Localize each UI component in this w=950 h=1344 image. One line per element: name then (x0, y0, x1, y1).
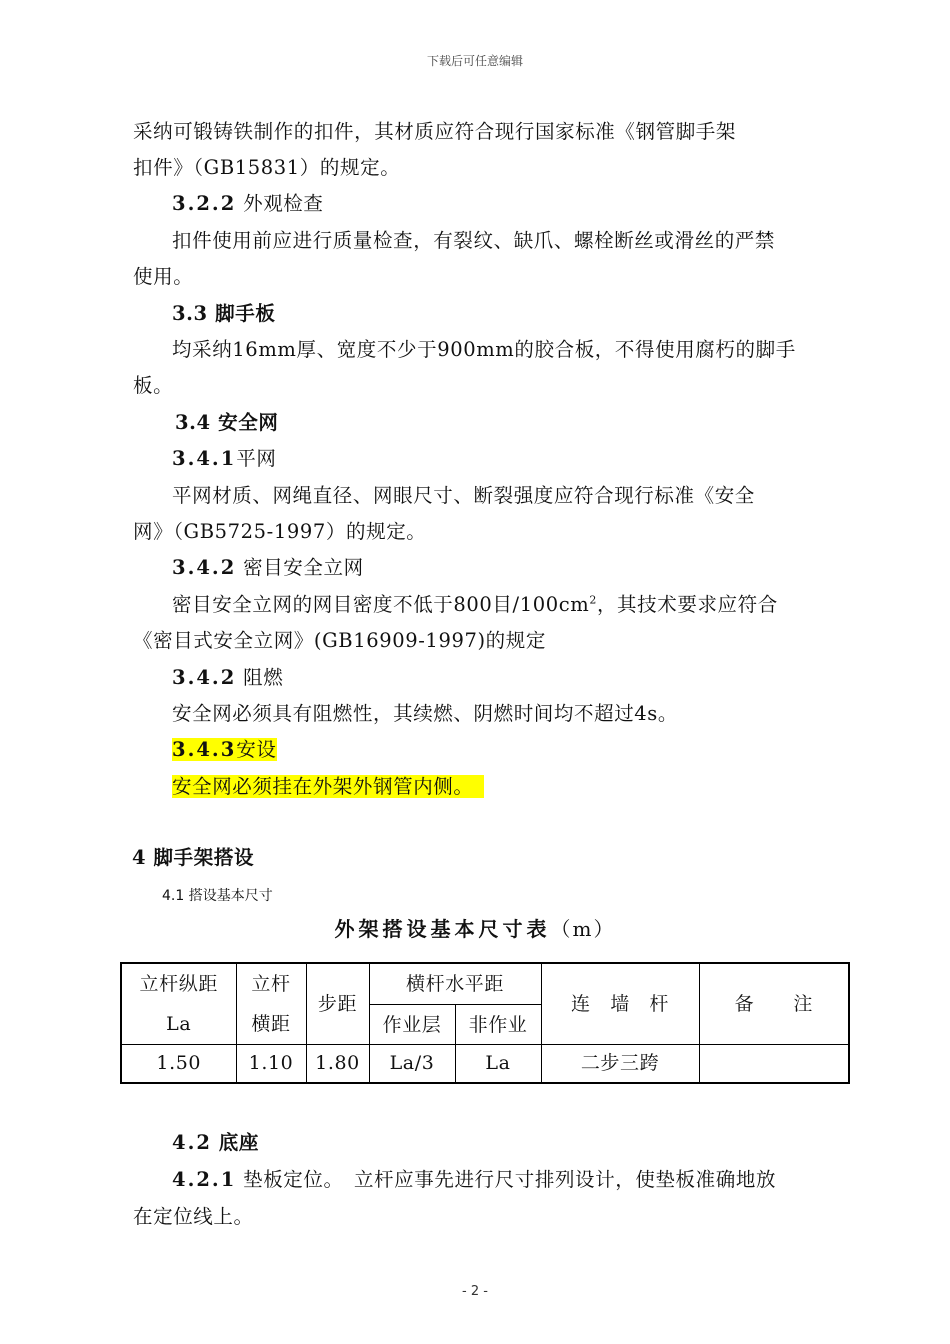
section-number: 4.2 (172, 1131, 212, 1154)
dimensions-table (120, 962, 850, 1084)
section-heading-3-4: 3.4 安全网 (175, 411, 279, 434)
header-cell-longitudinal-spacing (121, 963, 236, 1045)
header-cell-working-layer: 作业层 (369, 1005, 455, 1045)
table-cell: 1.80 (306, 1045, 369, 1083)
table-unit: （m） (550, 917, 616, 941)
header-cell-remarks: 备 注 (699, 963, 849, 1045)
body-text-line: 使用。 (133, 265, 194, 288)
section-heading-3-4-2-fire (172, 666, 283, 690)
table-cell: 二步三跨 (541, 1045, 699, 1083)
section-number: 3.4.3 (172, 738, 237, 761)
body-text-line: 扣件使用前应进行质量检查，有裂纹、缺爪、螺栓断丝或滑丝的严禁 (172, 229, 776, 252)
table-title (0, 913, 950, 942)
header-text: La (166, 1013, 192, 1035)
highlighted-heading (172, 738, 277, 761)
highlighted-text-line (172, 775, 484, 799)
section-heading-text: 密目安全立网 (243, 556, 364, 579)
header-cell-step: 步距 (306, 963, 369, 1045)
section-paragraph-4-2-1 (172, 1168, 776, 1192)
table-cell: La/3 (369, 1045, 455, 1083)
table-cell: 1.50 (121, 1045, 236, 1083)
header-cell-transverse-spacing (236, 963, 306, 1045)
highlight-tail (474, 775, 484, 798)
header-cell-horizontal-group: 横杆水平距 (369, 963, 541, 1005)
section-heading-3-3: 3.3 脚手板 (172, 302, 276, 325)
body-text-line: 扣件》（GB15831）的规定。 (133, 156, 401, 179)
section-heading-text: 平网 (236, 447, 277, 470)
table-title-text: 外架搭设基本尺寸表 (334, 917, 551, 941)
body-text-line: 板。 (133, 374, 174, 397)
section-heading-3-2-2 (172, 192, 324, 216)
superscript: 2 (589, 593, 597, 607)
page-header: 下载后可任意编辑 (426, 54, 523, 68)
body-text-line: 采纳可锻铸铁制作的扣件，其材质应符合现行国家标准《钢管脚手架 (133, 120, 737, 143)
section-heading-text: 底座 (218, 1131, 259, 1154)
section-heading-3-4-1 (172, 447, 277, 471)
section-number: 3.4.2 (172, 556, 237, 579)
header-text: 横距 (251, 1013, 291, 1035)
paragraph-text: 垫板定位。 立杆应事先进行尺寸排列设计，使垫板准确地放 (243, 1168, 777, 1191)
section-number: 3.4.2 (172, 666, 237, 689)
table-row (121, 1045, 849, 1083)
header-cell-wall-tie: 连 墙 杆 (541, 963, 699, 1045)
section-heading-3-4-3 (172, 738, 277, 762)
section-heading-3-4-2 (172, 556, 364, 580)
body-text-line: 网》（GB5725-1997）的规定。 (133, 520, 427, 543)
section-number: 3.4.1 (172, 447, 237, 470)
text-segment: ，其技术要求应符合 (596, 593, 778, 616)
header-text: 立杆纵距 (139, 973, 218, 995)
section-heading-4-2 (172, 1131, 259, 1155)
body-text-line: 平网材质、网绳直径、网眼尺寸、断裂强度应符合现行标准《安全 (172, 484, 755, 507)
text-segment: 密目安全立网的网目密度不低于800目/100cm (172, 593, 590, 616)
section-heading-text: 安设 (236, 738, 277, 761)
header-cell-non-working: 非作业 (455, 1005, 541, 1045)
body-text-line (172, 593, 778, 617)
section-number: 4.2.1 (172, 1168, 237, 1191)
header-text: 立杆 (251, 973, 291, 995)
body-text-line: 在定位线上。 (133, 1205, 254, 1228)
chapter-heading-4: 4 脚手架搭设 (132, 846, 255, 869)
section-heading-text: 外观检查 (243, 192, 324, 215)
table-cell: La (455, 1045, 541, 1083)
table-cell: 1.10 (236, 1045, 306, 1083)
table-cell (699, 1045, 849, 1083)
page-number: - 2 - (462, 1284, 488, 1299)
highlighted-text: 安全网必须挂在外架外钢管内侧。 (172, 775, 474, 798)
body-text-line: 安全网必须具有阻燃性，其续燃、阴燃时间均不超过4s。 (172, 702, 679, 725)
section-heading-text: 阻燃 (243, 666, 284, 689)
body-text-line: 《密目式安全立网》(GB16909-1997)的规定 (133, 629, 546, 652)
subsection-label-4-1: 4.1 搭设基本尺寸 (162, 888, 273, 904)
section-number: 3.2.2 (172, 192, 237, 215)
body-text-line: 均采纳16mm厚、宽度不少于900mm的胶合板，不得使用腐朽的脚手 (172, 338, 796, 361)
